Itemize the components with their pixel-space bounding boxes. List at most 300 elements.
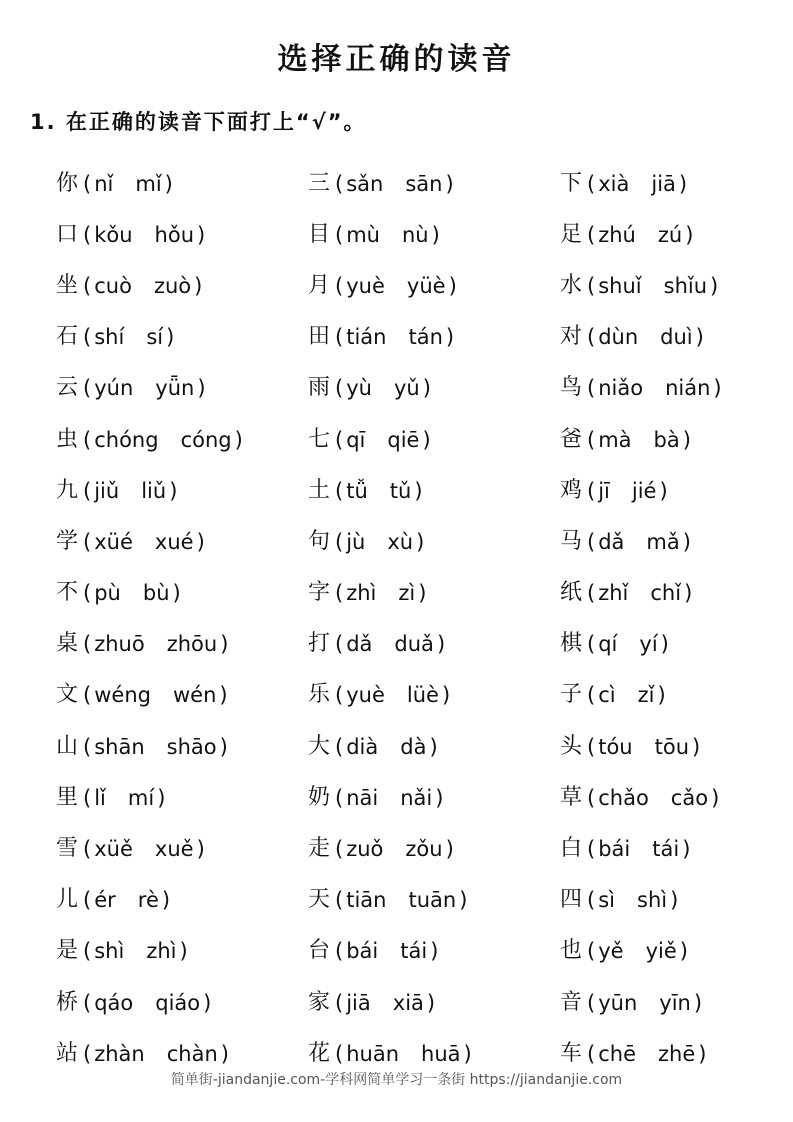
open-paren: ( xyxy=(83,939,92,964)
pinyin-option-2[interactable]: mǐ xyxy=(135,171,162,196)
exercise-item xyxy=(56,988,308,1018)
pinyin-option-2[interactable]: shì xyxy=(637,888,668,913)
pinyin-option-2[interactable]: zǐ xyxy=(637,683,655,708)
close-paren: ) xyxy=(422,427,431,452)
exercise-row xyxy=(56,414,756,465)
open-paren: ( xyxy=(587,1041,596,1066)
hanzi-character: 坐 xyxy=(56,272,79,298)
close-paren: ) xyxy=(448,273,457,298)
close-paren: ) xyxy=(711,785,720,810)
pinyin-option-2[interactable]: qiē xyxy=(387,427,420,452)
pinyin-option-2[interactable]: zhōu xyxy=(166,632,218,657)
close-paren: ) xyxy=(431,222,440,247)
exercise-item xyxy=(56,1039,308,1069)
open-paren: ( xyxy=(335,427,344,452)
hanzi-character: 七 xyxy=(308,426,331,452)
exercise-item xyxy=(560,578,756,608)
pinyin-option-1[interactable]: yě xyxy=(598,939,624,964)
pinyin-option-2[interactable]: rè xyxy=(137,888,159,913)
pinyin-option-2[interactable]: zǒu xyxy=(405,837,443,862)
hanzi-character: 台 xyxy=(308,938,331,964)
hanzi-character: 马 xyxy=(560,528,583,554)
open-paren: ( xyxy=(83,376,92,401)
hanzi-character: 走 xyxy=(308,836,331,862)
instruction-text: 1. 在正确的读音下面打上“√”。 xyxy=(30,110,367,134)
close-paren: ) xyxy=(422,376,431,401)
pinyin-option-1[interactable]: cuò xyxy=(94,273,132,298)
open-paren: ( xyxy=(335,478,344,503)
exercise-item xyxy=(560,169,756,199)
close-paren: ) xyxy=(459,888,468,913)
pinyin-option-1[interactable]: qáo xyxy=(94,990,134,1015)
pinyin-option-1[interactable]: shuǐ xyxy=(598,273,642,298)
hanzi-character: 月 xyxy=(308,272,331,298)
hanzi-character: 音 xyxy=(560,989,583,1015)
pinyin-option-2[interactable]: yí xyxy=(639,632,658,657)
pinyin-option-2[interactable]: yīn xyxy=(659,990,691,1015)
open-paren: ( xyxy=(587,427,596,452)
close-paren: ) xyxy=(157,785,166,810)
hanzi-character: 也 xyxy=(560,938,583,964)
open-paren: ( xyxy=(83,529,92,554)
close-paren: ) xyxy=(430,939,439,964)
pinyin-option-2[interactable]: chǐ xyxy=(650,581,682,606)
pinyin-option-1[interactable]: jù xyxy=(346,529,366,554)
exercise-row xyxy=(56,823,756,874)
open-paren: ( xyxy=(587,325,596,350)
hanzi-character: 口 xyxy=(56,221,79,247)
hanzi-character: 虫 xyxy=(56,426,79,452)
open-paren: ( xyxy=(587,939,596,964)
close-paren: ) xyxy=(197,376,206,401)
pinyin-option-2[interactable]: zì xyxy=(398,581,416,606)
pinyin-option-1[interactable]: zhuō xyxy=(94,632,145,657)
close-paren: ) xyxy=(682,427,691,452)
hanzi-character: 大 xyxy=(308,733,331,759)
hanzi-character: 对 xyxy=(560,324,583,350)
pinyin-option-1[interactable]: kǒu xyxy=(94,222,133,247)
open-paren: ( xyxy=(335,683,344,708)
open-paren: ( xyxy=(587,734,596,759)
open-paren: ( xyxy=(335,529,344,554)
open-paren: ( xyxy=(335,632,344,657)
pinyin-option-1[interactable]: shì xyxy=(94,939,125,964)
exercise-item xyxy=(56,578,308,608)
hanzi-character: 奶 xyxy=(308,784,331,810)
open-paren: ( xyxy=(587,785,596,810)
pinyin-option-1[interactable]: jī xyxy=(598,478,610,503)
open-paren: ( xyxy=(587,837,596,862)
exercise-item xyxy=(308,783,560,813)
exercise-item xyxy=(308,988,560,1018)
close-paren: ) xyxy=(693,990,703,1015)
exercise-row xyxy=(56,465,756,516)
hanzi-character: 是 xyxy=(56,938,79,964)
open-paren: ( xyxy=(83,734,92,759)
pinyin-option-2[interactable]: xù xyxy=(387,529,414,554)
exercise-item xyxy=(56,834,308,864)
pinyin-option-2[interactable]: xuě xyxy=(154,837,194,862)
pinyin-option-1[interactable]: yūn xyxy=(598,990,638,1015)
hanzi-character: 头 xyxy=(560,733,583,759)
exercise-item xyxy=(308,425,560,455)
close-paren: ) xyxy=(463,1041,472,1066)
open-paren: ( xyxy=(83,427,92,452)
pinyin-option-2[interactable]: zú xyxy=(657,222,683,247)
open-paren: ( xyxy=(83,837,92,862)
pinyin-option-1[interactable]: tóu xyxy=(598,734,633,759)
hanzi-character: 里 xyxy=(56,784,79,810)
pinyin-option-2[interactable]: sí xyxy=(146,325,164,350)
pinyin-option-1[interactable]: jiǔ xyxy=(94,478,120,503)
pinyin-option-2[interactable]: yǔ xyxy=(393,376,420,401)
pinyin-option-2[interactable]: zhì xyxy=(146,939,177,964)
close-paren: ) xyxy=(179,939,188,964)
exercise-item xyxy=(308,373,560,403)
exercise-item xyxy=(560,834,756,864)
pinyin-option-1[interactable]: ér xyxy=(94,888,116,913)
close-paren: ) xyxy=(203,990,212,1015)
exercise-item xyxy=(56,373,308,403)
hanzi-character: 鸟 xyxy=(560,375,583,401)
pinyin-option-2[interactable]: duì xyxy=(660,325,693,350)
hanzi-character: 水 xyxy=(560,272,583,298)
open-paren: ( xyxy=(83,325,92,350)
close-paren: ) xyxy=(429,734,438,759)
close-paren: ) xyxy=(219,683,228,708)
close-paren: ) xyxy=(196,529,205,554)
open-paren: ( xyxy=(83,632,92,657)
pinyin-option-2[interactable]: duǎ xyxy=(394,632,434,657)
pinyin-option-1[interactable]: sǎn xyxy=(346,171,384,196)
open-paren: ( xyxy=(335,785,344,810)
pinyin-option-1[interactable]: niǎo xyxy=(598,376,644,401)
close-paren: ) xyxy=(414,478,423,503)
open-paren: ( xyxy=(587,632,596,657)
pinyin-option-2[interactable]: huā xyxy=(421,1041,461,1066)
exercise-grid xyxy=(56,158,756,1079)
pinyin-option-1[interactable]: dǎ xyxy=(598,529,625,554)
exercise-item xyxy=(308,834,560,864)
exercise-item xyxy=(56,885,308,915)
hanzi-character: 土 xyxy=(308,477,331,503)
exercise-item xyxy=(56,629,308,659)
open-paren: ( xyxy=(587,222,596,247)
pinyin-option-1[interactable]: dǎ xyxy=(346,632,373,657)
pinyin-option-1[interactable]: xüé xyxy=(94,529,133,554)
close-paren: ) xyxy=(682,837,691,862)
exercise-item xyxy=(560,1039,756,1069)
pinyin-option-2[interactable]: tǔ xyxy=(389,478,412,503)
pinyin-option-1[interactable]: lǐ xyxy=(94,785,106,810)
hanzi-character: 站 xyxy=(56,1040,79,1066)
open-paren: ( xyxy=(335,222,344,247)
hanzi-character: 云 xyxy=(56,375,79,401)
pinyin-option-1[interactable]: tiān xyxy=(346,888,387,913)
hanzi-character: 车 xyxy=(560,1040,583,1066)
pinyin-option-2[interactable]: qiáo xyxy=(155,990,201,1015)
pinyin-option-2[interactable]: tán xyxy=(408,325,443,350)
exercise-row xyxy=(56,260,756,311)
pinyin-option-1[interactable]: yuè xyxy=(346,273,385,298)
pinyin-option-2[interactable]: lüè xyxy=(406,683,439,708)
open-paren: ( xyxy=(83,888,92,913)
open-paren: ( xyxy=(587,888,596,913)
pinyin-option-2[interactable]: wén xyxy=(172,683,217,708)
exercise-row xyxy=(56,158,756,209)
pinyin-option-2[interactable]: sān xyxy=(405,171,443,196)
hanzi-character: 学 xyxy=(56,528,79,554)
pinyin-option-1[interactable]: sì xyxy=(598,888,615,913)
close-paren: ) xyxy=(710,273,719,298)
hanzi-character: 白 xyxy=(560,836,583,862)
open-paren: ( xyxy=(587,529,596,554)
hanzi-character: 九 xyxy=(56,477,79,503)
pinyin-option-1[interactable]: huān xyxy=(346,1041,400,1066)
pinyin-option-2[interactable]: yǖn xyxy=(155,376,195,401)
close-paren: ) xyxy=(234,427,243,452)
close-paren: ) xyxy=(161,888,171,913)
close-paren: ) xyxy=(684,581,693,606)
exercise-row xyxy=(56,772,756,823)
exercise-item xyxy=(56,220,308,250)
pinyin-option-1[interactable]: yù xyxy=(346,376,372,401)
pinyin-option-1[interactable]: mù xyxy=(346,222,380,247)
pinyin-option-2[interactable]: chàn xyxy=(166,1041,218,1066)
close-paren: ) xyxy=(435,785,444,810)
open-paren: ( xyxy=(587,171,596,196)
exercise-item xyxy=(560,629,756,659)
pinyin-option-1[interactable]: qī xyxy=(346,427,366,452)
pinyin-option-2[interactable]: cǎo xyxy=(670,785,709,810)
pinyin-option-1[interactable]: zhǐ xyxy=(598,581,629,606)
hanzi-character: 足 xyxy=(560,221,583,247)
close-paren: ) xyxy=(219,734,228,759)
pinyin-option-2[interactable]: tōu xyxy=(654,734,690,759)
pinyin-option-1[interactable]: zhú xyxy=(598,222,636,247)
pinyin-option-1[interactable]: tián xyxy=(346,325,387,350)
open-paren: ( xyxy=(587,273,596,298)
close-paren: ) xyxy=(441,683,451,708)
close-paren: ) xyxy=(196,837,205,862)
pinyin-option-2[interactable]: jiā xyxy=(651,171,676,196)
exercise-item xyxy=(560,425,756,455)
pinyin-option-2[interactable]: xiā xyxy=(392,990,424,1015)
hanzi-character: 花 xyxy=(308,1040,331,1066)
hanzi-character: 下 xyxy=(560,170,583,196)
pinyin-option-1[interactable]: xüě xyxy=(94,837,133,862)
hanzi-character: 不 xyxy=(56,580,79,606)
pinyin-option-2[interactable]: cóng xyxy=(180,427,232,452)
pinyin-option-1[interactable]: qí xyxy=(598,632,618,657)
pinyin-option-1[interactable]: zhàn xyxy=(94,1041,145,1066)
pinyin-option-1[interactable]: bái xyxy=(346,939,379,964)
pinyin-option-2[interactable]: bù xyxy=(142,581,170,606)
open-paren: ( xyxy=(335,939,344,964)
close-paren: ) xyxy=(660,632,669,657)
open-paren: ( xyxy=(587,581,596,606)
pinyin-option-1[interactable]: xià xyxy=(598,171,630,196)
pinyin-option-1[interactable]: cì xyxy=(598,683,616,708)
hanzi-character: 桥 xyxy=(56,989,79,1015)
exercise-item xyxy=(308,629,560,659)
exercise-item xyxy=(56,425,308,455)
exercise-item xyxy=(560,732,756,762)
close-paren: ) xyxy=(685,222,694,247)
pinyin-option-1[interactable]: tǚ xyxy=(346,478,368,503)
open-paren: ( xyxy=(335,581,344,606)
exercise-item xyxy=(56,936,308,966)
open-paren: ( xyxy=(335,1041,344,1066)
hanzi-character: 文 xyxy=(56,682,79,708)
open-paren: ( xyxy=(83,785,92,810)
pinyin-option-2[interactable]: mí xyxy=(127,785,155,810)
close-paren: ) xyxy=(695,325,704,350)
close-paren: ) xyxy=(197,222,206,247)
open-paren: ( xyxy=(335,273,344,298)
hanzi-character: 雨 xyxy=(308,375,331,401)
close-paren: ) xyxy=(445,325,455,350)
close-paren: ) xyxy=(426,990,436,1015)
exercise-item xyxy=(560,373,756,403)
exercise-item xyxy=(560,527,756,557)
exercise-item xyxy=(56,527,308,557)
pinyin-option-2[interactable]: shāo xyxy=(166,734,217,759)
close-paren: ) xyxy=(659,478,668,503)
close-paren: ) xyxy=(166,325,175,350)
pinyin-option-1[interactable]: chóng xyxy=(94,427,159,452)
exercise-item xyxy=(56,732,308,762)
pinyin-option-1[interactable]: wéng xyxy=(94,683,151,708)
pinyin-option-2[interactable]: hǒu xyxy=(154,222,195,247)
open-paren: ( xyxy=(335,325,344,350)
exercise-item xyxy=(560,936,756,966)
pinyin-option-2[interactable]: mǎ xyxy=(646,529,680,554)
open-paren: ( xyxy=(83,1041,92,1066)
close-paren: ) xyxy=(194,273,203,298)
pinyin-option-1[interactable]: zhì xyxy=(346,581,377,606)
pinyin-option-2[interactable]: xué xyxy=(154,529,194,554)
hanzi-character: 山 xyxy=(56,733,79,759)
hanzi-character: 天 xyxy=(308,887,331,913)
pinyin-option-2[interactable]: bà xyxy=(653,427,680,452)
exercise-item xyxy=(560,271,756,301)
exercise-item xyxy=(308,169,560,199)
exercise-item xyxy=(308,885,560,915)
pinyin-option-1[interactable]: chē xyxy=(598,1041,636,1066)
open-paren: ( xyxy=(335,171,344,196)
hanzi-character: 田 xyxy=(308,324,331,350)
exercise-row xyxy=(56,209,756,260)
hanzi-character: 句 xyxy=(308,528,331,554)
pinyin-option-2[interactable]: tuān xyxy=(408,888,457,913)
exercise-item xyxy=(308,322,560,352)
close-paren: ) xyxy=(678,171,688,196)
pinyin-option-2[interactable]: nián xyxy=(665,376,711,401)
hanzi-character: 目 xyxy=(308,221,331,247)
close-paren: ) xyxy=(713,376,722,401)
pinyin-option-2[interactable]: shǐu xyxy=(663,273,708,298)
open-paren: ( xyxy=(335,990,344,1015)
exercise-item xyxy=(560,476,756,506)
pinyin-option-1[interactable]: shí xyxy=(94,325,125,350)
close-paren: ) xyxy=(657,683,666,708)
pinyin-option-1[interactable]: mà xyxy=(598,427,632,452)
exercise-item xyxy=(56,271,308,301)
pinyin-option-1[interactable]: dià xyxy=(346,734,379,759)
exercise-item xyxy=(560,680,756,710)
pinyin-option-2[interactable]: nǎi xyxy=(400,785,433,810)
pinyin-option-1[interactable]: chǎo xyxy=(598,785,649,810)
close-paren: ) xyxy=(670,888,679,913)
close-paren: ) xyxy=(679,939,688,964)
exercise-item xyxy=(56,783,308,813)
exercise-row xyxy=(56,721,756,772)
pinyin-option-2[interactable]: tái xyxy=(400,939,428,964)
pinyin-option-1[interactable]: yún xyxy=(94,376,134,401)
exercise-item xyxy=(56,322,308,352)
open-paren: ( xyxy=(83,273,92,298)
pinyin-option-1[interactable]: yuè xyxy=(346,683,385,708)
pinyin-option-2[interactable]: yüè xyxy=(406,273,446,298)
open-paren: ( xyxy=(83,478,92,503)
open-paren: ( xyxy=(587,990,596,1015)
pinyin-option-2[interactable]: zhē xyxy=(658,1041,696,1066)
open-paren: ( xyxy=(335,837,344,862)
page-title: 选择正确的读音 xyxy=(277,42,516,77)
pinyin-option-2[interactable]: zuò xyxy=(153,273,192,298)
pinyin-option-1[interactable]: pù xyxy=(94,581,121,606)
exercise-row xyxy=(56,977,756,1028)
exercise-item xyxy=(308,578,560,608)
pinyin-option-2[interactable]: tái xyxy=(652,837,680,862)
pinyin-option-1[interactable]: dùn xyxy=(598,325,639,350)
pinyin-option-1[interactable]: nǐ xyxy=(94,171,114,196)
hanzi-character: 打 xyxy=(308,631,331,657)
pinyin-option-2[interactable]: yiě xyxy=(645,939,677,964)
pinyin-option-2[interactable]: jié xyxy=(631,478,657,503)
pinyin-option-2[interactable]: liǔ xyxy=(141,478,167,503)
open-paren: ( xyxy=(587,478,596,503)
pinyin-option-1[interactable]: jiā xyxy=(346,990,371,1015)
exercise-row xyxy=(56,568,756,619)
open-paren: ( xyxy=(335,734,344,759)
exercise-item xyxy=(56,680,308,710)
hanzi-character: 四 xyxy=(560,887,583,913)
pinyin-option-1[interactable]: zuǒ xyxy=(346,837,384,862)
pinyin-option-1[interactable]: bái xyxy=(598,837,631,862)
pinyin-option-2[interactable]: dà xyxy=(400,734,427,759)
pinyin-option-2[interactable]: nù xyxy=(402,222,429,247)
exercise-item xyxy=(308,680,560,710)
pinyin-option-1[interactable]: shān xyxy=(94,734,145,759)
exercise-item xyxy=(56,169,308,199)
exercise-item xyxy=(560,220,756,250)
close-paren: ) xyxy=(418,581,427,606)
exercise-item xyxy=(308,527,560,557)
open-paren: ( xyxy=(83,222,92,247)
exercise-row xyxy=(56,619,756,670)
hanzi-character: 鸡 xyxy=(560,477,583,503)
exercise-item xyxy=(308,732,560,762)
pinyin-option-1[interactable]: nāi xyxy=(346,785,379,810)
close-paren: ) xyxy=(172,581,181,606)
exercise-row xyxy=(56,926,756,977)
hanzi-character: 草 xyxy=(560,784,583,810)
exercise-row xyxy=(56,312,756,363)
exercise-item xyxy=(560,322,756,352)
exercise-row xyxy=(56,363,756,414)
